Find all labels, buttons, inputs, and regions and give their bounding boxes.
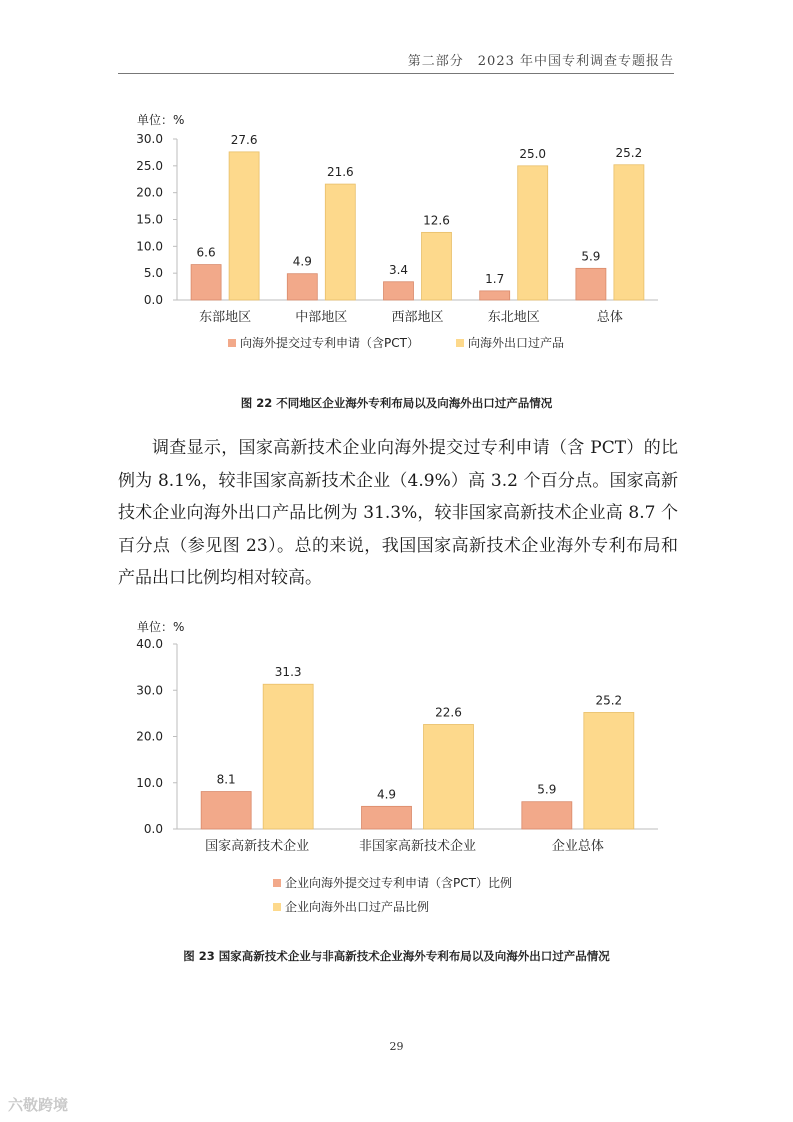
fig23-data-label: 8.1 [216, 772, 236, 787]
fig22-bar-s2-4 [614, 165, 644, 300]
fig22-y-tick-label: 0.0 [143, 293, 163, 307]
fig22-y-tick-label: 30.0 [136, 132, 163, 146]
fig22-category-label: 东北地区 [487, 310, 540, 325]
fig22-data-label: 4.9 [292, 254, 312, 269]
fig23-data-label: 31.3 [274, 665, 302, 680]
fig22-y-tick-label: 15.0 [136, 212, 163, 227]
figure-23-unit-label: 单位：% [137, 620, 185, 634]
fig23-data-label: 22.6 [435, 705, 462, 720]
fig22-bar-s2-1 [325, 184, 355, 300]
figure-22-chart [0, 105, 793, 365]
fig22-bar-s1-1 [287, 274, 317, 300]
figure-23-chart [0, 615, 793, 925]
fig23-legend-label-1: 企业向海外提交过专利申请（含PCT）比例 [285, 876, 512, 890]
fig22-category-label: 总体 [596, 310, 623, 325]
fig22-y-tick-label: 20.0 [136, 185, 163, 200]
fig22-y-tick-label: 5.0 [143, 266, 163, 281]
fig22-bar-s1-2 [384, 282, 414, 300]
fig22-legend-label-2: 向海外出口过产品 [468, 336, 565, 350]
fig23-y-tick-label: 10.0 [136, 775, 163, 790]
fig23-bar-s1-2 [522, 802, 572, 829]
fig23-y-tick-label: 30.0 [136, 683, 163, 698]
fig22-bar-s1-3 [480, 291, 510, 300]
fig23-legend-swatch-2 [273, 903, 281, 911]
fig22-category-label: 西部地区 [391, 310, 444, 325]
body-paragraph: 调查显示，国家高新技术企业向海外提交过专利申请（含 PCT）的比例为 8.1%，较非国家高新技术企业（4.9%）高 3.2 个百分点。国家高新技术企业向海外出口产品比例为 31.3%，较非国家高新技术企业高 8.7 个百分点（参见图 23）。总的来说，我国国家高新技术企业海外专利布局和产品出口比例均相对较高。 [118, 438, 678, 588]
fig22-category-label: 东部地区 [199, 310, 252, 325]
fig23-category-label: 国家高新技术企业 [205, 839, 310, 854]
fig23-y-tick-label: 20.0 [136, 729, 163, 744]
fig23-category-label: 企业总体 [551, 839, 604, 854]
fig22-legend-label-1: 向海外提交过专利申请（含PCT） [240, 336, 419, 350]
fig23-data-label: 4.9 [376, 787, 397, 802]
fig23-y-tick-label: 0.0 [143, 822, 163, 836]
fig23-data-label: 25.2 [595, 693, 623, 708]
page-number: 29 [389, 1040, 404, 1053]
fig22-data-label: 27.6 [230, 132, 258, 147]
fig22-data-label: 25.0 [519, 146, 547, 161]
fig22-data-label: 6.6 [196, 245, 216, 260]
fig22-data-label: 21.6 [326, 165, 354, 180]
fig23-bar-s1-0 [201, 792, 251, 829]
running-header: 第二部分 2023 年中国专利调查专题报告 [407, 54, 674, 69]
fig23-bar-s2-2 [584, 712, 634, 829]
fig22-bar-s2-0 [229, 152, 259, 300]
fig23-y-tick-label: 40.0 [136, 637, 163, 651]
fig22-legend-swatch-2 [456, 339, 464, 347]
fig22-bar-s2-2 [422, 232, 452, 300]
fig23-data-label: 5.9 [537, 782, 557, 797]
fig22-data-label: 12.6 [423, 213, 450, 228]
figure-22-unit-label: 单位：% [137, 113, 185, 127]
header-rule [118, 73, 674, 74]
figure-23-caption: 图 23 国家高新技术企业与非高新技术企业海外专利布局以及向海外出口过产品情况 [183, 949, 610, 963]
fig23-legend-swatch-1 [273, 879, 281, 887]
fig23-category-label: 非国家高新技术企业 [358, 839, 477, 854]
fig22-bar-s1-4 [576, 268, 606, 300]
fig23-bar-s2-1 [424, 724, 474, 829]
fig22-data-label: 5.9 [581, 249, 601, 264]
figure-22-caption: 图 22 不同地区企业海外专利布局以及向海外出口过产品情况 [240, 396, 553, 410]
fig23-bar-s2-0 [263, 684, 313, 829]
fig22-category-label: 中部地区 [295, 310, 348, 325]
watermark: 六敬跨境 [8, 1096, 69, 1114]
fig22-data-label: 25.2 [615, 145, 643, 160]
fig22-y-tick-label: 25.0 [136, 158, 163, 173]
fig23-bar-s1-1 [362, 806, 412, 829]
fig22-data-label: 1.7 [485, 271, 505, 286]
fig22-legend-swatch-1 [228, 339, 236, 347]
fig22-bar-s1-0 [191, 265, 221, 300]
fig23-legend-label-2: 企业向海外出口过产品比例 [285, 900, 430, 914]
fig22-y-tick-label: 10.0 [136, 239, 163, 254]
fig22-bar-s2-3 [518, 166, 548, 300]
fig22-data-label: 3.4 [388, 262, 409, 277]
